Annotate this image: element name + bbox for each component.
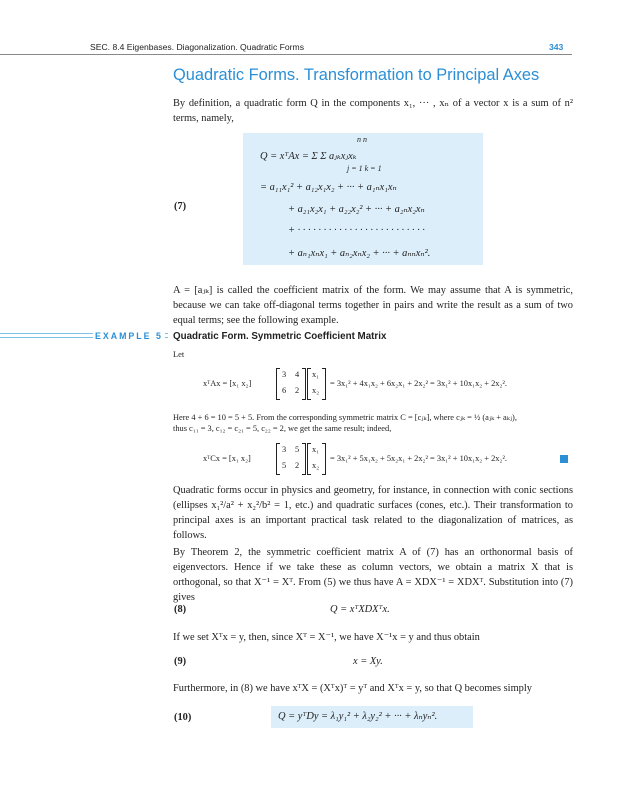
matrix-A-12: 4 [295, 370, 300, 379]
page-number: 343 [549, 42, 564, 52]
vector-x-2-first: x₁ [312, 445, 320, 454]
running-header [0, 39, 639, 55]
eq7-line-4: + aₙ₁xₙx₁ + aₙ₂xₙx₂ + ··· + aₙₙxₙ². [288, 248, 431, 259]
eq7-line-3: + · · · · · · · · · · · · · · · · · · · · · · · · · [288, 225, 425, 236]
matrix-A-11: 3 [282, 370, 287, 379]
vector-x-1 [307, 368, 326, 400]
header-rule [0, 54, 572, 55]
coefficient-matrix-paragraph: A = [aⱼₖ] is called the coefficient matrix of the form. We may assume that A is symmetric, because we can take off-diagonal terms together in pairs and write the result as a sum of two equal terms; see the following example. [173, 285, 573, 326]
eq8: Q = xᵀXDXᵀx. [330, 604, 390, 615]
example-label: EXAMPLE 5 [95, 331, 163, 341]
theorem-paragraph: By Theorem 2, the symmetric coefficient matrix A of (7) has an orthonormal basis of eigenvectors. Hence if we take these as column vectors, we obtain a matrix X that is orthogonal, so that X⁻¹ = Xᵀ. From (5) we thus have A = XDX⁻¹ = XDXᵀ. Substitution into (7) gives [173, 547, 573, 603]
matrix-A-22: 2 [295, 386, 300, 395]
matrix-C [276, 443, 306, 475]
vector-x-1-first: x₁ [312, 370, 320, 379]
sum-limits-top: n n [357, 135, 367, 144]
eq7-line-2: + a₂₁x₂x₁ + a₂₂x₂² + ··· + a₂ₙx₂xₙ [288, 204, 425, 215]
example-here-1: Here 4 + 6 = 10 = 5 + 5. From the corresponding symmetric matrix C = [cⱼₖ], where cⱼₖ = ½ (aⱼₖ + aₖⱼ), [173, 413, 517, 422]
end-of-example-square [560, 455, 568, 463]
vector-x-2-second: x₂ [312, 461, 320, 470]
example-rhs-2: = 3x₁² + 5x₁x₂ + 5x₂x₁ + 2x₂² = 3x₁² + 10x₁x₂ + 2x₂². [330, 454, 507, 463]
matrix-C-12: 5 [295, 445, 300, 454]
vector-x-1-second: x₂ [312, 386, 320, 395]
eq10: Q = yᵀDy = λ₁y₁² + λ₂y₂² + ··· + λₙyₙ². [278, 711, 438, 722]
section-heading: Quadratic Forms. Transformation to Principal Axes [173, 66, 540, 84]
example-let: Let [173, 350, 185, 359]
matrix-C-22: 2 [295, 461, 300, 470]
example-here-2: thus c₁₁ = 3, c₁₂ = c₂₁ = 5, c₂₂ = 2, we get the same result; indeed, [173, 424, 392, 433]
example-lhs-2: xᵀCx = [x₁ x₂] [203, 454, 251, 463]
matrix-C-21: 5 [282, 461, 287, 470]
example-title: Quadratic Form. Symmetric Coefficient Matrix [173, 331, 387, 342]
sum-limits-bottom: j = 1 k = 1 [347, 164, 382, 173]
matrix-A [276, 368, 306, 400]
eq8-label: (8) [174, 604, 187, 615]
example-lhs-1: xᵀAx = [x₁ x₂] [203, 379, 252, 388]
eq9-label: (9) [174, 656, 187, 667]
eq10-label: (10) [174, 712, 192, 723]
conic-paragraph: Quadratic forms occur in physics and geometry, for instance, in connection with conic sections (ellipses x₁²/a² + x₂²/b² = 1, etc.) and quadratic surfaces (cones, etc.). Their transformation to principal axes is an important practical task related to the diagonalization of matrices, as follows. [173, 485, 573, 541]
eq7-line-0: Q = xᵀAx = Σ Σ aⱼₖxⱼxₖ [260, 151, 357, 162]
vector-x-2 [307, 443, 326, 475]
substitution-paragraph: If we set Xᵀx = y, then, since Xᵀ = X⁻¹, we have X⁻¹x = y and thus obtain [173, 632, 480, 643]
matrix-C-11: 3 [282, 445, 287, 454]
intro-paragraph: By definition, a quadratic form Q in the components x₁, ··· , xₙ of a vector x is a sum of n² terms, namely, [173, 98, 573, 124]
example-rhs-1: = 3x₁² + 4x₁x₂ + 6x₂x₁ + 2x₂² = 3x₁² + 10x₁x₂ + 2x₂². [330, 379, 507, 388]
eq7-line-1: = a₁₁x₁² + a₁₂x₁x₂ + ··· + a₁ₙx₁xₙ [260, 182, 397, 193]
furthermore-paragraph: Furthermore, in (8) we have xᵀX = (Xᵀx)ᵀ = yᵀ and Xᵀx = y, so that Q becomes simply [173, 683, 532, 694]
section-title: SEC. 8.4 Eigenbases. Diagonalization. Quadratic Forms [90, 42, 304, 52]
eq7-label: (7) [174, 201, 187, 212]
eq9: x = Xy. [353, 656, 383, 667]
matrix-A-21: 6 [282, 386, 287, 395]
